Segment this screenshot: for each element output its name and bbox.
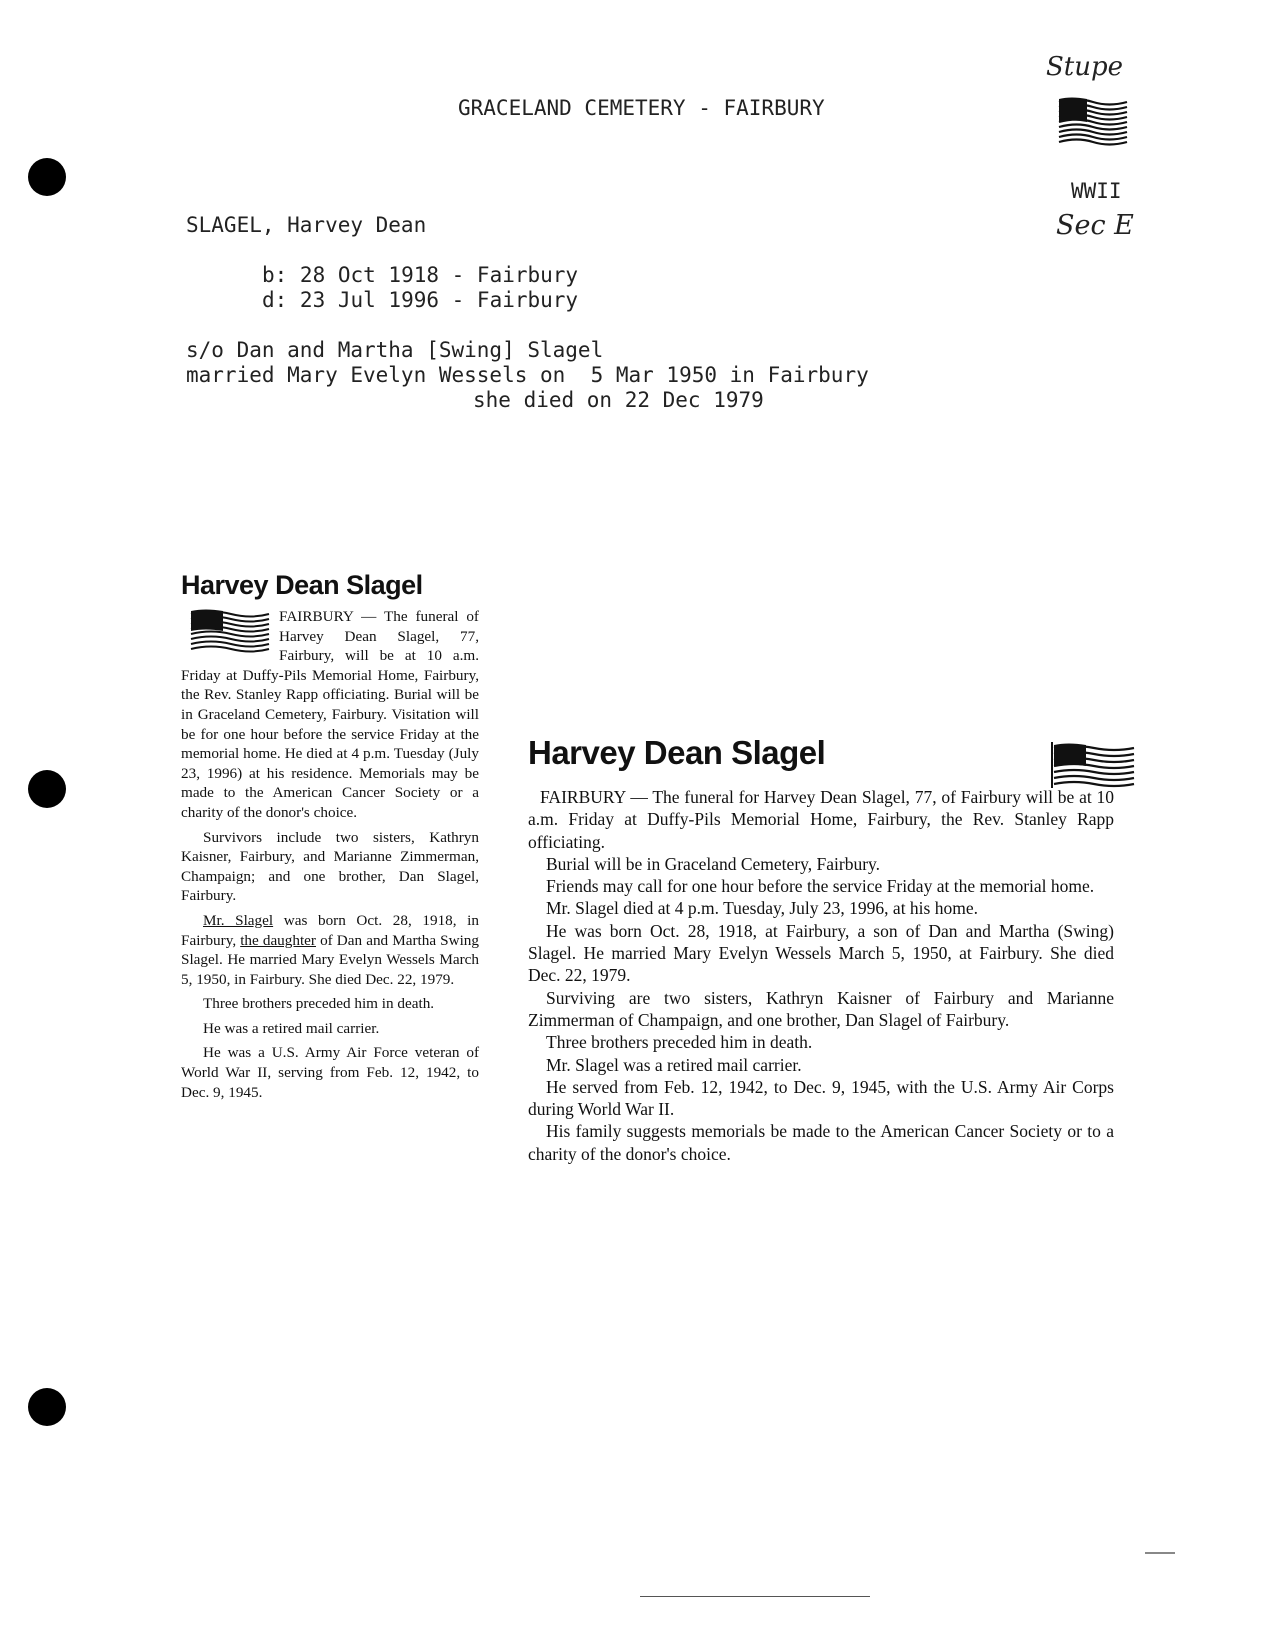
cemetery-heading: GRACELAND CEMETERY - FAIRBURY [458,96,825,120]
clipping-right-paragraph: Mr. Slagel was a retired mail carrier. [546,1054,802,1075]
clipping-right-paragraph: FAIRBURY — The funeral for Harvey Dean Slagel, 77, of Fairbury will be at 10 a.m. Friday at Duffy-Pils Memorial Home, Fairbury, the Rev. Stanley Rapp officiating. [528,787,1114,852]
clipping-right-paragraph: He was born Oct. 28, 1918, at Fairbury, a son of Dan and Martha (Swing) Slagel. He married Mary Evelyn Wessels March 5, 1950, at Fairbury. She died Dec. 22, 1979. [528,920,1114,986]
clipping-right-paragraph: Three brothers preceded him in death. [546,1032,813,1053]
record-spouse-death: she died on 22 Dec 1979 [473,388,764,412]
clipping-left-paragraph: FAIRBURY — The funeral of Harvey Dean Slagel, 77, Fairbury, will be at 10 a.m. Friday at Duffy-Pils Memorial Home, Fairbury, the Rev. Stanley Rapp officiating. Burial will be in Graceland Cemetery, Fairbury. Visitation will be for one hour before the service Friday at the memorial home. He died at 4 p.m. Tuesday (July 23, 1996) at his residence. Memorials may be made to the American Cancer Society or a charity of the donor's choice. [181,608,479,821]
obituary-clipping-left [181,570,479,1107]
scan-artifact [640,1596,870,1597]
punch-hole-bottom [28,1388,66,1426]
underlined-error: the daughter [240,931,316,949]
record-parents: s/o Dan and Martha [Swing] Slagel [186,338,604,362]
clipping-right-headline: Harvey Dean Slagel [528,734,826,771]
clipping-right-paragraph: He served from Feb. 12, 1942, to Dec. 9, 1945, with the U.S. Army Air Corps during World War II. [528,1076,1114,1120]
clipping-left-paragraph: Three brothers preceded him in death. [203,995,435,1013]
clipping-right-paragraph: Burial will be in Graceland Cemetery, Fairbury. [546,853,881,874]
obituary-clipping-right [528,734,1114,1165]
clipping-text: was born Oct. 28, 1918, in Fairbury, [181,911,479,949]
clipping-text: of Dan and Martha Swing Slagel. He married Mary Evelyn Wessels March 5, 1950, in Fairbury. She died Dec. 22, 1979. [181,931,479,988]
clipping-left-paragraph: He was a retired mail carrier. [203,1019,380,1037]
scan-artifact [1145,1552,1175,1554]
underlined-name: Mr. Slagel [203,911,274,929]
punch-hole-middle [28,770,66,808]
handwritten-note-top: Stupe [1046,52,1124,82]
record-name: SLAGEL, Harvey Dean [186,213,427,237]
us-flag-icon [189,609,271,655]
clipping-left-birth-paragraph [181,911,479,989]
us-flag-icon [1050,740,1136,790]
clipping-left-body [181,607,479,1102]
clipping-right-body [528,786,1114,1165]
record-born: b: 28 Oct 1918 - Fairbury [262,263,579,287]
service-note: WWII [1071,179,1122,203]
handwritten-section-note: Sec E [1056,210,1134,241]
clipping-right-paragraph: Mr. Slagel died at 4 p.m. Tuesday, July 23, 1996, at his home. [546,898,978,919]
record-married: married Mary Evelyn Wessels on 5 Mar 1950 in Fairbury [186,363,869,387]
clipping-right-paragraph: Friends may call for one hour before the service Friday at the memorial home. [546,876,1095,897]
us-flag-icon [1057,96,1129,148]
clipping-left-paragraph: He was a U.S. Army Air Force veteran of World War II, serving from Feb. 12, 1942, to Dec. 9, 1945. [181,1044,479,1101]
clipping-right-paragraph: Surviving are two sisters, Kathryn Kaisner of Fairbury and Marianne Zimmerman of Champaign, and one brother, Dan Slagel of Fairbury. [528,987,1114,1030]
record-died: d: 23 Jul 1996 - Fairbury [262,288,579,312]
punch-hole-top [28,158,66,196]
clipping-left-headline: Harvey Dean Slagel [181,570,423,600]
clipping-left-paragraph: Survivors include two sisters, Kathryn Kaisner, Fairbury, and Marianne Zimmerman, Champaign; and one brother, Dan Slagel, Fairbury. [181,828,479,905]
clipping-right-paragraph: His family suggests memorials be made to the American Cancer Society or to a charity of the donor's choice. [528,1121,1114,1164]
